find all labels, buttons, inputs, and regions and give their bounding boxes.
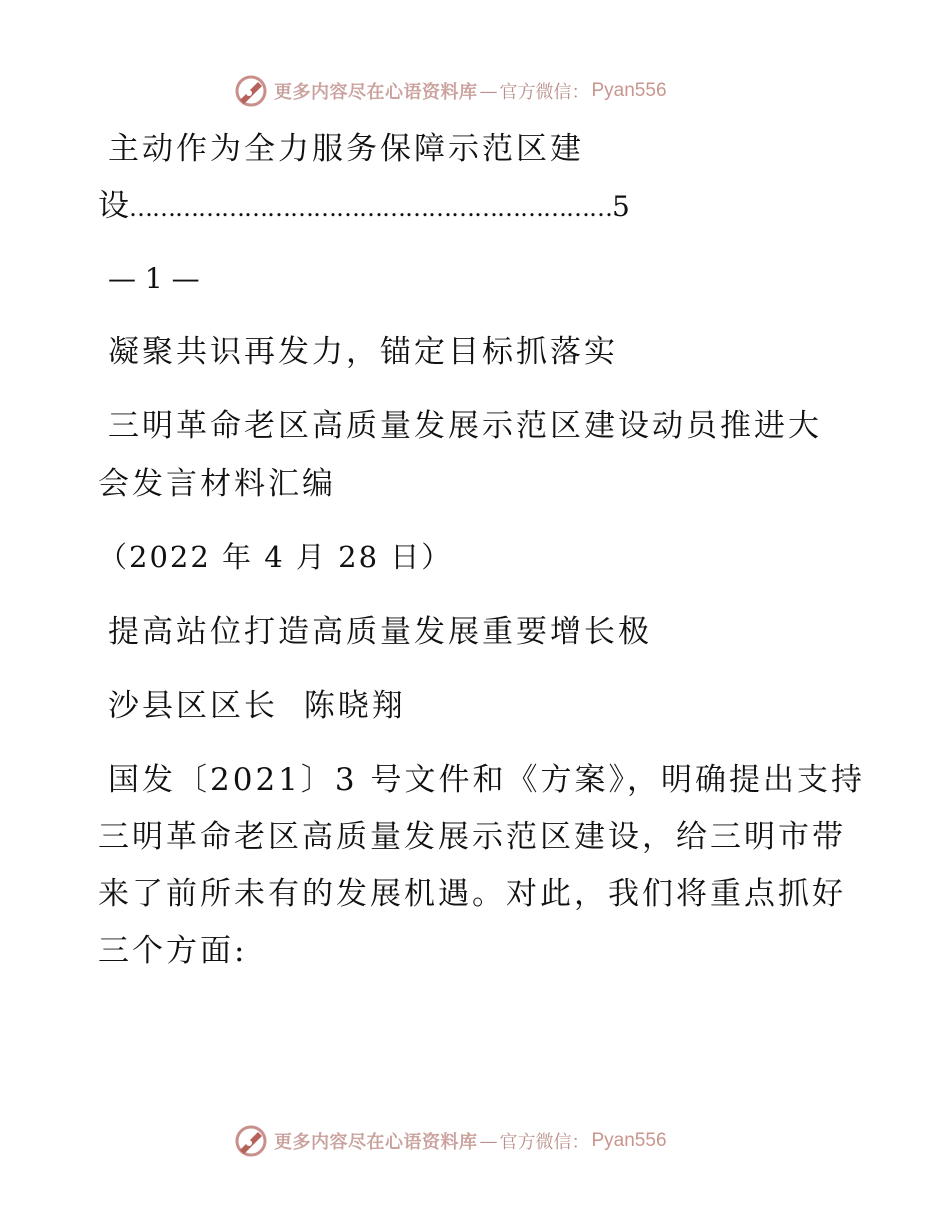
toc-page-number: 5 (612, 190, 630, 223)
watermark-separator: — (479, 80, 498, 102)
pen-logo-icon (234, 1124, 268, 1158)
speech-title: 提高站位打造高质量发展重要增长极 (108, 614, 652, 650)
body-line-2: 三明革命老区高质量发展示范区建设，给三明市带 (98, 819, 846, 855)
watermark-contact-label: 官方微信： (499, 1132, 590, 1153)
pen-logo-icon (234, 74, 268, 108)
body-line-3: 来了前所未有的发展机遇。对此，我们将重点抓好 (98, 876, 846, 912)
page-number: — 1 — (108, 262, 200, 295)
heading-compilation-line2: 会发言材料汇编 (98, 466, 336, 502)
speaker-line: 沙县区区长 陈晓翔 (108, 688, 406, 724)
heading-compilation-line1: 三明革命老区高质量发展示范区建设动员推进大 (108, 408, 822, 444)
heading-theme: 凝聚共识再发力，锚定目标抓落实 (108, 334, 618, 370)
heading-date: （2022 年 4 月 28 日） (98, 540, 453, 574)
watermark-separator: — (479, 1130, 498, 1152)
toc-leader-dots: ……………………………………………………… (129, 194, 612, 222)
toc-entry-title: 主动作为全力服务保障示范区建 (108, 131, 584, 167)
body-line-1: 国发〔2021〕3 号文件和《方案》，明确提出支持 (108, 762, 865, 798)
watermark-banner-top (234, 73, 667, 109)
watermark-contact-label: 官方微信： (499, 82, 590, 103)
watermark-contact-id: Pyan556 (591, 80, 667, 101)
toc-entry-line (98, 186, 630, 228)
toc-entry-continuation: 设 (98, 188, 129, 224)
watermark-text: 更多内容尽在心语资料库 (274, 1132, 478, 1153)
watermark-banner-bottom (234, 1123, 667, 1159)
body-line-4: 三个方面: (98, 933, 248, 969)
watermark-contact-id: Pyan556 (591, 1130, 667, 1151)
watermark-text: 更多内容尽在心语资料库 (274, 82, 478, 103)
